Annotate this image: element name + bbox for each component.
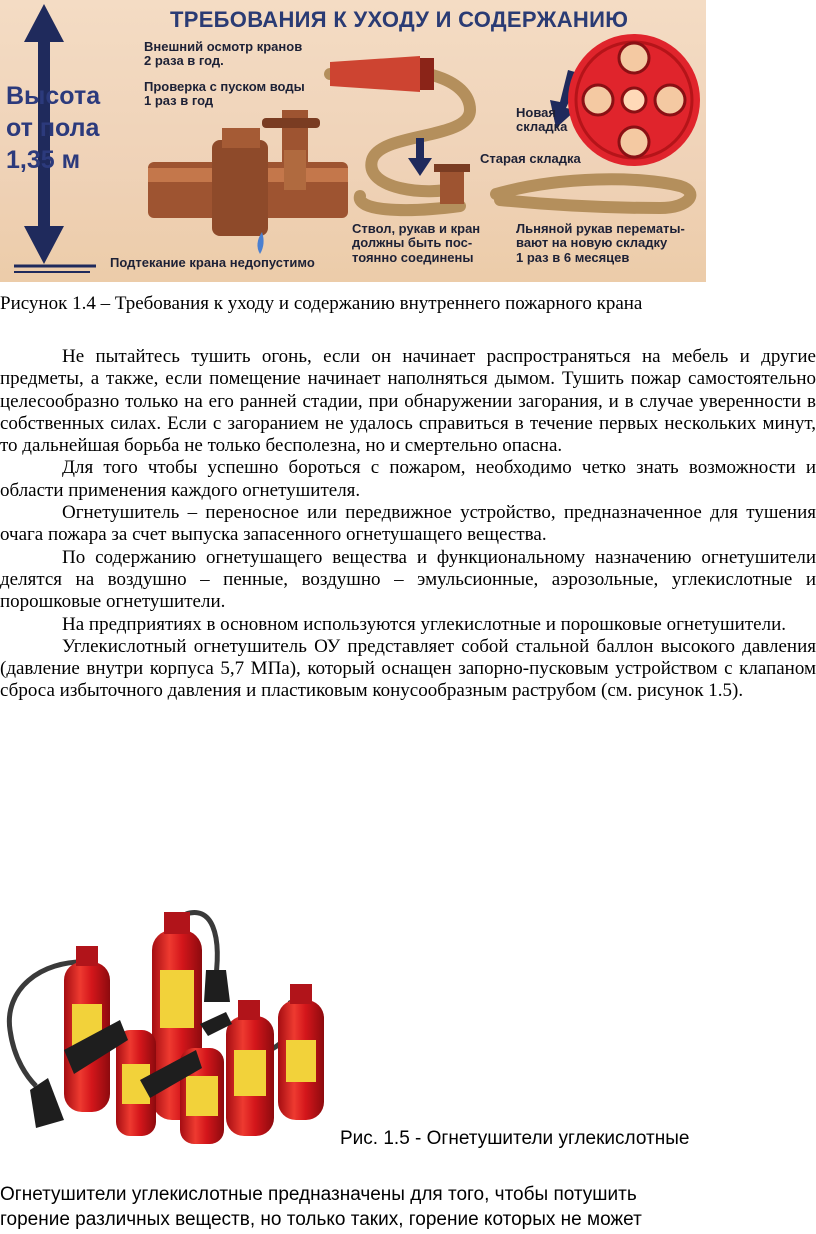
old-fold-label: Старая складка — [480, 151, 581, 166]
extinguishers-illustration — [0, 900, 335, 1150]
extinguisher-icon — [226, 1000, 274, 1136]
linen-hose-note: Льняной рукав перематы- вают на новую складку 1 раз в 6 месяцев — [516, 221, 685, 265]
connection-note: Ствол, рукав и кран должны быть пос- тоянно соединены — [352, 221, 481, 265]
leak-note: Подтекание крана недопустимо — [110, 255, 315, 270]
continuation-text — [0, 1182, 760, 1232]
inspection-note: Внешний осмотр кранов 2 раза в год. — [144, 39, 303, 69]
paragraph: Огнетушитель – переносное или передвижное устройство, предназначенное для тушения очага пожара за счет выпуска запасенного огнетушащего вещества. — [0, 502, 816, 546]
small-valve-icon — [434, 164, 470, 204]
new-fold-label: Новая складка — [516, 105, 568, 135]
mount-height-label: Высота от пола 1,35 м — [6, 82, 101, 174]
figure-1-5-caption: Рис. 1.5 - Огнетушители углекислотные — [340, 1128, 690, 1149]
extinguisher-icon — [278, 984, 324, 1120]
water-check-note: Проверка с пуском воды 1 раз в год — [144, 79, 305, 109]
hose-reel-icon — [568, 34, 700, 166]
figure-fire-hydrant-poster — [0, 0, 706, 282]
extinguisher-icon — [64, 946, 110, 1112]
paragraph: Не пытайтесь тушить огонь, если он начинает распространяться на мебель и другие предметы, а также, если помещение начинает наполняться дымом. Тушить пожар самостоятельно целесообразно только на его ранней стадии, при обнаружении загорания, и в случае уверенности в собственных силах. Если с загоранием не удалось справиться в течение первых нескольких минут, то дальнейшая борьба не только бесполезна, но и смертельно опасна. — [0, 346, 816, 457]
body-text — [0, 346, 816, 703]
pipe-valve-icon — [148, 110, 348, 254]
text-line: Огнетушители углекислотные предназначены для того, чтобы потушить — [0, 1184, 637, 1205]
poster-title: ТРЕБОВАНИЯ К УХОДУ И СОДЕРЖАНИЮ — [170, 7, 629, 32]
text-line: горение различных веществ, но только таких, горение которых не может — [0, 1209, 642, 1230]
paragraph: На предприятиях в основном используются углекислотные и порошковые огнетушители. — [62, 613, 786, 635]
figure-co2-extinguishers — [0, 900, 335, 1150]
paragraph: Углекислотный огнетушитель ОУ представляет собой стальной баллон высокого давления (давление внутри корпуса 5,7 МПа), который оснащен запорно-пусковым устройством с клапаном сброса избыточного давления и пластиковым конусообразным раструбом (см. рисунок 1.5). — [0, 635, 816, 702]
fire-nozzle-icon — [330, 56, 434, 92]
paragraph: Для того чтобы успешно бороться с пожаром, необходимо четко знать возможности и области применения каждого огнетушителя. — [0, 457, 816, 501]
figure-1-4-caption: Рисунок 1.4 – Требования к уходу и содержанию внутреннего пожарного крана — [0, 293, 643, 314]
paragraph: По содержанию огнетушащего вещества и функциональному назначению огнетушители делятся на воздушно – пенные, воздушно – эмульсионные, аэрозольные, углекислотные и порошковые огнетушители. — [0, 546, 816, 613]
